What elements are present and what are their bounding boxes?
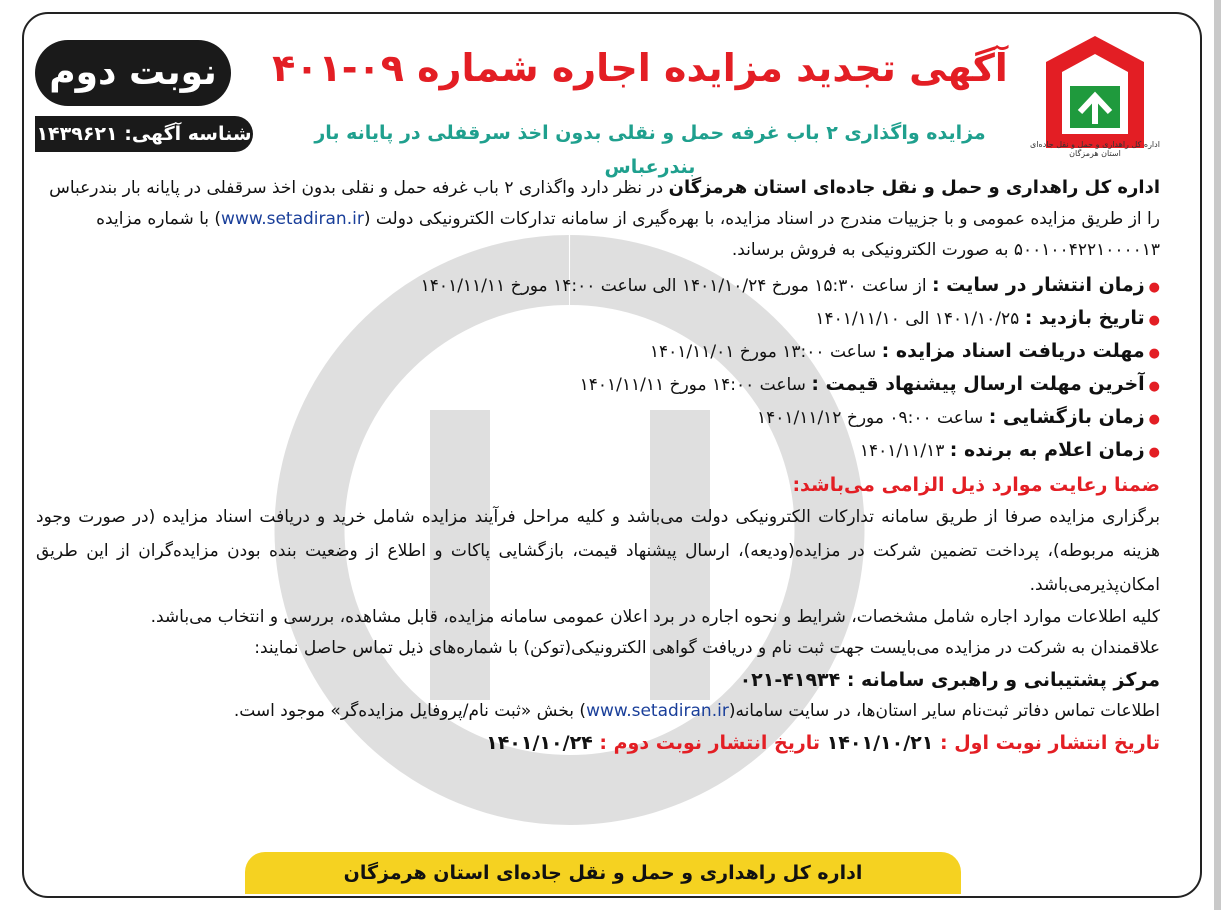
footer-org-bar: اداره کل راهداری و حمل و نقل جاده‌ای استان هرمزگان bbox=[245, 852, 961, 894]
first-pub-label: تاریخ انتشار نوبت اول : bbox=[939, 732, 1160, 754]
schedule-label: زمان انتشار در سایت : bbox=[931, 274, 1145, 296]
round-badge: نوبت دوم bbox=[35, 40, 231, 106]
notes-paragraph-1: برگزاری مزایده صرفا از طریق سامانه تدارکات الکترونیکی دولت می‌باشد و کلیه مراحل فرآیند مزایده شامل خرید و دریافت اسناد مزایده (در صورت وجود هزینه مربوطه)، پرداخت تضمین شرکت در مزایده(ودیعه)، ارسال پیشنهاد قیمت، بازگشایی پاکات و اطلاع از وضعیت بنده بودن مزایده‌گران از این طریق امکان‌پذیرمی‌باشد. bbox=[36, 507, 1160, 595]
ad-body bbox=[36, 172, 1160, 759]
bullet-icon: ● bbox=[1148, 346, 1160, 361]
logo-caption: اداره کل راهداری و حمل و نقل جاده‌ای استان هرمزگان bbox=[1030, 140, 1160, 158]
schedule-label: تاریخ بازدید : bbox=[1024, 307, 1145, 329]
notes-p4-text-a: اطلاعات تماس دفاتر ثبت‌نام سایر استان‌ها، در سایت سامانه( bbox=[728, 701, 1160, 721]
page-title: آگهی تجدید مزایده اجاره شماره ۰۹-۴۰۱ bbox=[272, 46, 1008, 90]
schedule-value: ساعت ۱۳:۰۰ مورخ ۱۴۰۱/۱۱/۰۱ bbox=[649, 342, 882, 362]
support-center: مرکز پشتیبانی و راهبری سامانه : ۴۱۹۳۴-۰۲۱ bbox=[739, 669, 1160, 691]
notes-p4-link[interactable]: www.setadiran.ir bbox=[586, 701, 729, 721]
schedule-label: زمان بازگشایی : bbox=[988, 406, 1145, 428]
schedule-value: از ساعت ۱۵:۳۰ مورخ ۱۴۰۱/۱۰/۲۴ الی ساعت ۱۴:۰۰ مورخ ۱۴۰۱/۱۱/۱۱ bbox=[420, 276, 932, 296]
bullet-icon: ● bbox=[1148, 313, 1160, 328]
first-pub-date: ۱۴۰۱/۱۰/۲۱ bbox=[820, 732, 940, 754]
bullet-icon: ● bbox=[1148, 412, 1160, 427]
intro-paragraph bbox=[36, 172, 1160, 266]
schedule-item bbox=[36, 270, 1160, 303]
bullet-icon: ● bbox=[1148, 280, 1160, 295]
second-pub-label: تاریخ انتشار نوبت دوم : bbox=[599, 732, 821, 754]
notes-paragraph-4 bbox=[36, 696, 1160, 727]
schedule-item bbox=[36, 435, 1160, 468]
schedule-item bbox=[36, 369, 1160, 402]
bullet-icon: ● bbox=[1148, 445, 1160, 460]
intro-link[interactable]: www.setadiran.ir bbox=[221, 209, 364, 229]
page-subtitle: مزایده واگذاری ۲ باب غرفه حمل و نقلی بدون اخذ سرقفلی در پایانه بار بندرعباس bbox=[314, 122, 986, 178]
schedule-item bbox=[36, 303, 1160, 336]
second-pub-date: ۱۴۰۱/۱۰/۲۴ bbox=[486, 732, 600, 754]
bullet-icon: ● bbox=[1148, 379, 1160, 394]
intro-text-1: در نظر دارد واگذاری ۲ باب غرفه حمل و نقلی بدون اخذ سرقفلی در پایانه بار بندرعباس را از طریق مزایده عمومی و با جزییات مندرج در اسناد مزایده، با بهره‌گیری از سامانه تدارکات الکترونیکی دولت ( bbox=[49, 178, 1160, 229]
schedule-item bbox=[36, 402, 1160, 435]
schedule-value: ساعت ۰۹:۰۰ مورخ ۱۴۰۱/۱۱/۱۲ bbox=[756, 408, 989, 428]
schedule-value: ۱۴۰۱/۱۰/۲۵ الی ۱۴۰۱/۱۱/۱۰ bbox=[815, 309, 1025, 329]
schedule-label: زمان اعلام به برنده : bbox=[949, 439, 1145, 461]
schedule-label: مهلت دریافت اسناد مزایده : bbox=[881, 340, 1145, 362]
org-logo bbox=[1040, 32, 1150, 152]
schedule-item bbox=[36, 336, 1160, 369]
notes-paragraph-3: علاقمندان به شرکت در مزایده می‌بایست جهت ثبت نام و دریافت گواهی الکترونیکی(توکن) با شماره‌های ذیل تماس حاصل نمایند: bbox=[254, 638, 1160, 658]
intro-org: اداره کل راهداری و حمل و نقل جاده‌ای استان هرمزگان bbox=[668, 177, 1160, 198]
schedule-list bbox=[36, 270, 1160, 468]
notes-heading: ضمنا رعایت موارد ذیل الزامی می‌باشد: bbox=[792, 474, 1160, 496]
right-edge-strip bbox=[1214, 0, 1221, 910]
ad-id-badge: شناسه آگهی: ۱۴۳۹۶۲۱ bbox=[35, 116, 253, 152]
notes-p4-text-b: ) بخش «ثبت نام/پروفایل مزایده‌گر» موجود است. bbox=[233, 701, 587, 721]
schedule-label: آخرین مهلت ارسال پیشنهاد قیمت : bbox=[811, 373, 1145, 395]
schedule-value: ۱۴۰۱/۱۱/۱۳ bbox=[859, 441, 950, 461]
schedule-value: ساعت ۱۴:۰۰ مورخ ۱۴۰۱/۱۱/۱۱ bbox=[579, 375, 812, 395]
intro-text-2: ) با شماره مزایده ۵۰۰۱۰۰۴۲۲۱۰۰۰۰۱۳ به صورت الکترونیکی به فروش برساند. bbox=[96, 209, 1160, 260]
publication-dates bbox=[36, 727, 1160, 759]
notes-paragraph-2: کلیه اطلاعات موارد اجاره شامل مشخصات، شرایط و نحوه اجاره در برد اعلان عمومی سامانه مزایده، قابل مشاهده، بررسی و انتخاب می‌باشد. bbox=[150, 607, 1160, 627]
